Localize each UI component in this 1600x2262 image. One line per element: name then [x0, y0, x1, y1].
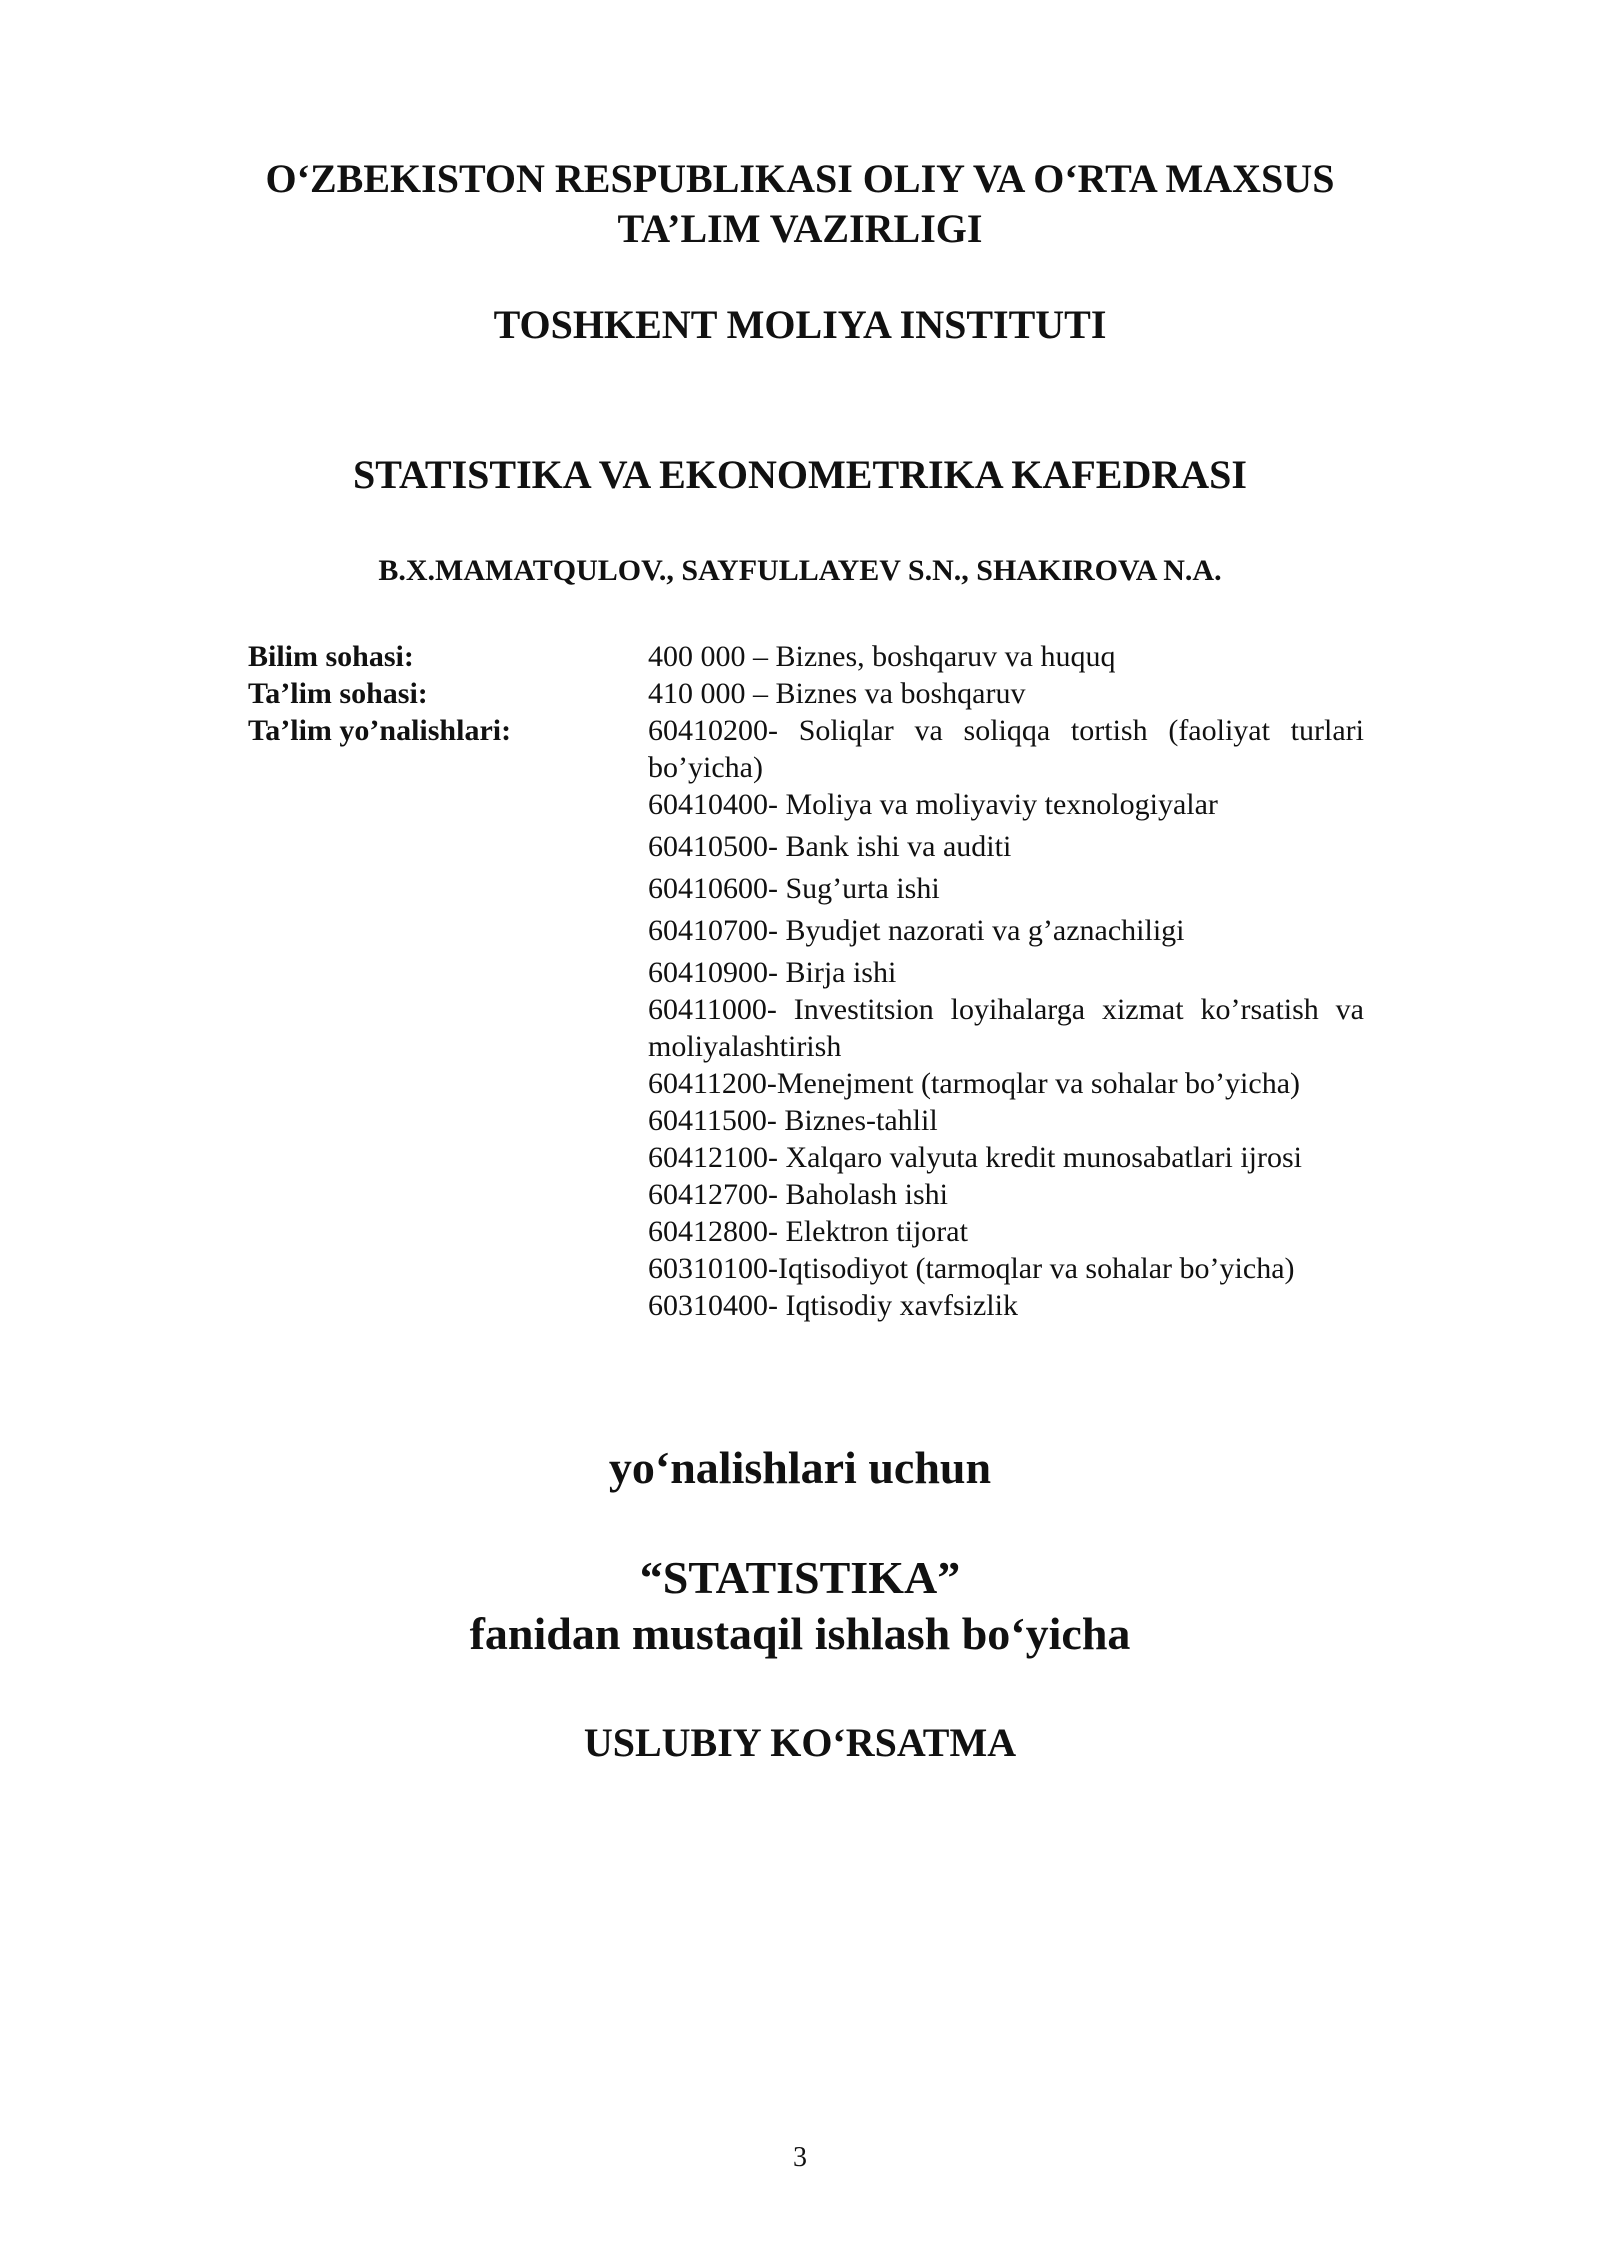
authors-line: B.X.MAMATQULOV., SAYFULLAYEV S.N., SHAKIROVA N.A. — [378, 554, 1222, 587]
page-number: 3 — [793, 2142, 807, 2173]
department-title: STATISTIKA VA EKONOMETRIKA KAFEDRASI — [353, 452, 1247, 497]
direction-item: 60410200- Soliqlar va soliqqa tortish (faoliyat turlari bo’yicha) — [648, 714, 1364, 784]
direction-item: 60412700- Baholash ishi — [648, 1178, 948, 1211]
ministry-line-1: O‘ZBEKISTON RESPUBLIKASI OLIY VA O‘RTA MAXSUS — [265, 156, 1335, 201]
direction-item: 60411000- Investitsion loyihalarga xizmat ko’rsatish va moliyalashtirish — [648, 993, 1364, 1063]
knowledge-area-value: 400 000 – Biznes, boshqaruv va huquq — [648, 640, 1116, 673]
direction-item: 60410400- Moliya va moliyaviy texnologiyalar — [648, 788, 1218, 821]
direction-item: 60410700- Byudjet nazorati va g’aznachiligi — [648, 914, 1185, 947]
direction-item: 60412800- Elektron tijorat — [648, 1215, 968, 1248]
education-area-label: Ta’lim sohasi: — [248, 677, 428, 710]
document-type: USLUBIY KO‘RSATMA — [583, 1720, 1017, 1765]
meta-block — [248, 638, 1364, 1324]
directions-label: Ta’lim yo’nalishlari: — [248, 714, 512, 747]
direction-item: 60412100- Xalqaro valyuta kredit munosabatlari ijrosi — [648, 1141, 1303, 1174]
directions-row — [248, 712, 1364, 1324]
subject-subtitle: fanidan mustaqil ishlash bo‘yicha — [469, 1608, 1131, 1659]
direction-item: 60411500- Biznes-tahlil — [648, 1104, 938, 1137]
subject-title: “STATISTIKA” — [639, 1552, 961, 1603]
purpose-line: yo‘nalishlari uchun — [608, 1442, 992, 1493]
education-area-value: 410 000 – Biznes va boshqaruv — [648, 677, 1026, 710]
direction-item: 60410500- Bank ishi va auditi — [648, 830, 1012, 863]
knowledge-area-row — [248, 638, 1364, 675]
ministry-line-2: TA’LIM VAZIRLIGI — [617, 206, 983, 251]
direction-item: 60310100-Iqtisodiyot (tarmoqlar va sohalar bo’yicha) — [648, 1252, 1295, 1285]
education-area-row — [248, 675, 1364, 712]
direction-item: 60310400- Iqtisodiy xavfsizlik — [648, 1289, 1018, 1322]
institute-title: TOSHKENT MOLIYA INSTITUTI — [493, 302, 1107, 347]
direction-item: 60410900- Birja ishi — [648, 956, 897, 989]
direction-item: 60410600- Sug’urta ishi — [648, 872, 940, 905]
ministry-title — [0, 154, 1600, 254]
direction-item: 60411200-Menejment (tarmoqlar va sohalar bo’yicha) — [648, 1067, 1301, 1100]
knowledge-area-label: Bilim sohasi: — [248, 640, 414, 673]
directions-list — [648, 712, 1364, 1324]
